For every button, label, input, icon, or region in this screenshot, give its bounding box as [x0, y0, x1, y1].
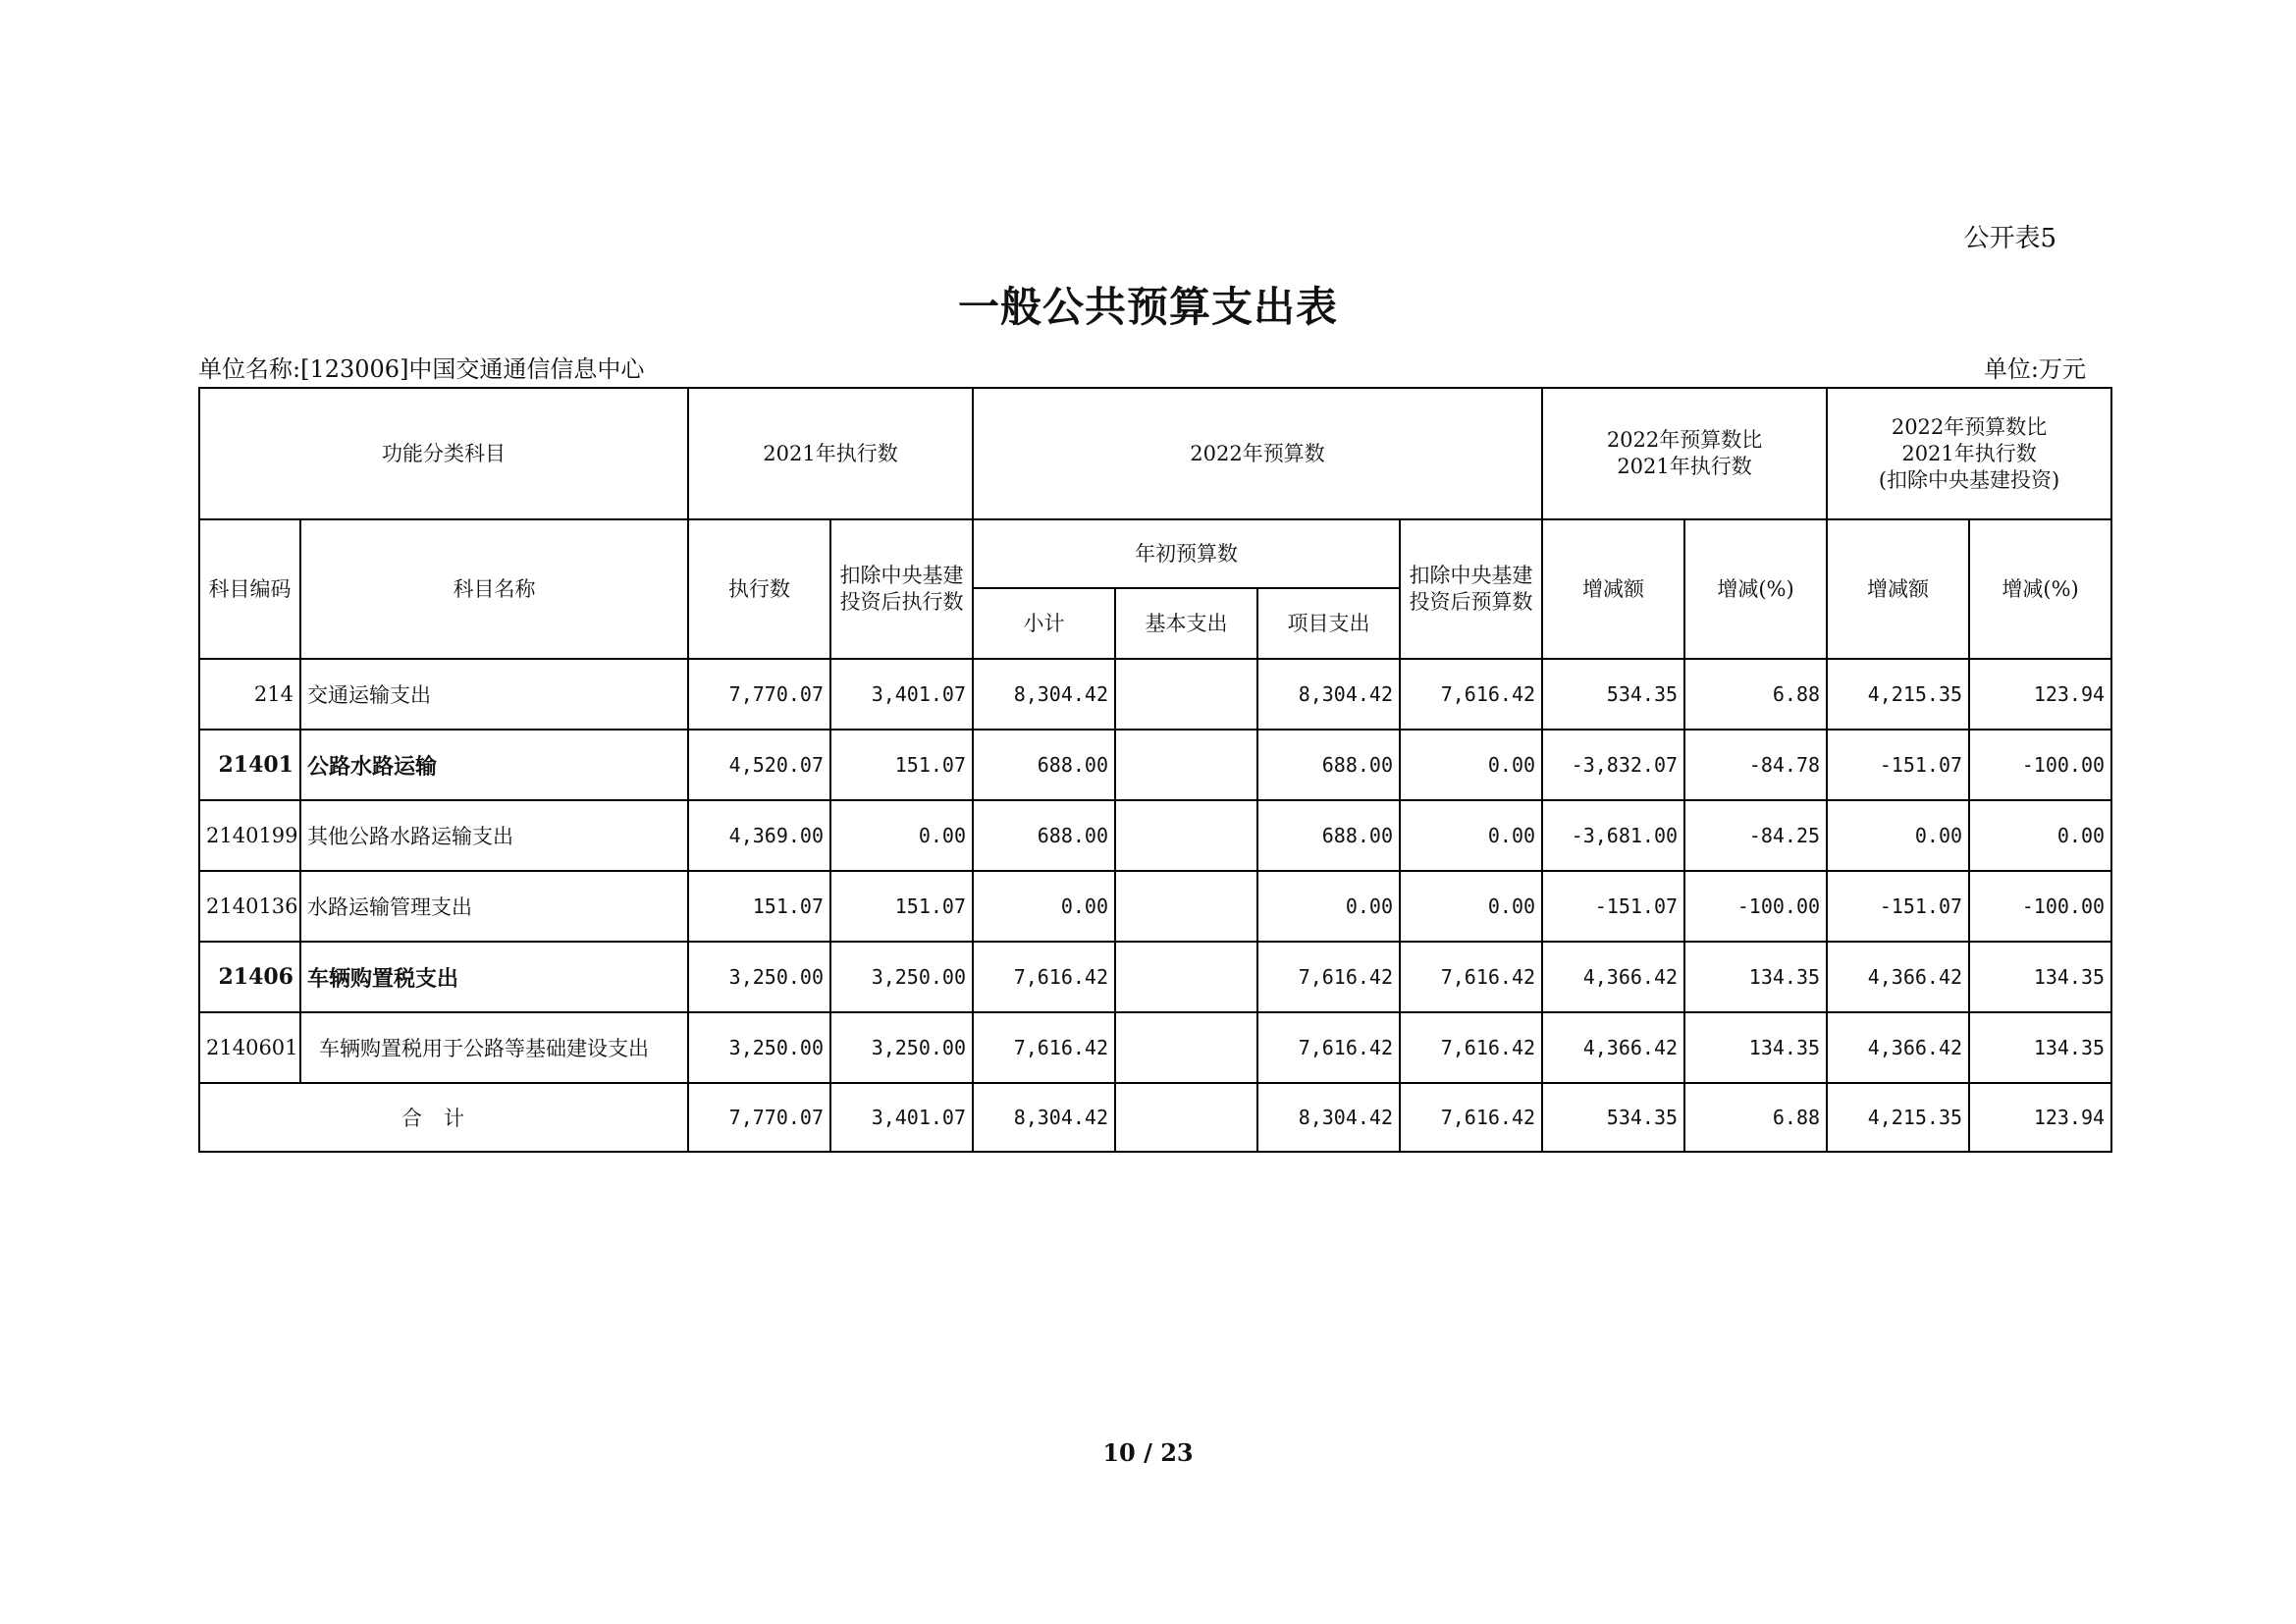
total-row	[199, 1083, 2111, 1152]
header-budget-2022: 2022年预算数	[973, 388, 1542, 519]
cell: 4,215.35	[1827, 1083, 1969, 1152]
cell: 0.00	[1400, 730, 1542, 800]
row-name: 水路运输管理支出	[300, 871, 688, 942]
cell	[1115, 800, 1257, 871]
unit-measure: 单位:万元	[1983, 355, 2086, 383]
cell: -151.07	[1827, 730, 1969, 800]
cell: 0.00	[830, 800, 973, 871]
cell: 7,616.42	[973, 1012, 1115, 1083]
header-change-percent-excl: 增减(%)	[1969, 519, 2111, 659]
cell: 6.88	[1684, 1083, 1827, 1152]
cell: 4,366.42	[1827, 1012, 1969, 1083]
cell: 4,369.00	[688, 800, 830, 871]
header-initial-budget: 年初预算数	[973, 519, 1400, 588]
header-compare-exec: 2022年预算数比 2021年执行数	[1542, 388, 1827, 519]
cell: 134.35	[1969, 1012, 2111, 1083]
cell: -100.00	[1969, 871, 2111, 942]
cell: 7,616.42	[973, 942, 1115, 1012]
table-row	[199, 1012, 2111, 1083]
row-name: 车辆购置税支出	[300, 942, 688, 1012]
cell: 3,401.07	[830, 1083, 973, 1152]
cell: 151.07	[688, 871, 830, 942]
cell: 4,366.42	[1827, 942, 1969, 1012]
cell: 7,616.42	[1257, 1012, 1400, 1083]
cell: -3,681.00	[1542, 800, 1684, 871]
header-name: 科目名称	[300, 519, 688, 659]
cell: 4,366.42	[1542, 942, 1684, 1012]
cell	[1115, 871, 1257, 942]
header-budget-excl: 扣除中央基建 投资后预算数	[1400, 519, 1542, 659]
cell: 7,616.42	[1257, 942, 1400, 1012]
cell: 4,366.42	[1542, 1012, 1684, 1083]
cell: 7,616.42	[1400, 1083, 1542, 1152]
cell	[1115, 659, 1257, 730]
cell: 0.00	[1400, 800, 1542, 871]
row-code: 214	[199, 659, 300, 730]
cell	[1115, 1083, 1257, 1152]
cell: 534.35	[1542, 1083, 1684, 1152]
row-name: 其他公路水路运输支出	[300, 800, 688, 871]
cell: 7,616.42	[1400, 1012, 1542, 1083]
cell: 3,250.00	[830, 1012, 973, 1083]
cell: 123.94	[1969, 659, 2111, 730]
cell: 0.00	[1969, 800, 2111, 871]
cell: 4,520.07	[688, 730, 830, 800]
header-compare-exec-excl: 2022年预算数比 2021年执行数 (扣除中央基建投资)	[1827, 388, 2111, 519]
cell: 0.00	[1400, 871, 1542, 942]
header-row-1	[199, 388, 2111, 519]
cell: 151.07	[830, 871, 973, 942]
cell: -3,832.07	[1542, 730, 1684, 800]
cell: 0.00	[1827, 800, 1969, 871]
cell: -100.00	[1969, 730, 2111, 800]
row-name: 公路水路运输	[300, 730, 688, 800]
cell: 6.88	[1684, 659, 1827, 730]
cell: 123.94	[1969, 1083, 2111, 1152]
header-exec: 执行数	[688, 519, 830, 659]
row-name: 车辆购置税用于公路等基础建设支出	[300, 1012, 688, 1083]
table-row	[199, 942, 2111, 1012]
row-code: 2140199	[199, 800, 300, 871]
cell: 3,250.00	[688, 1012, 830, 1083]
cell: 151.07	[830, 730, 973, 800]
cell: -151.07	[1542, 871, 1684, 942]
table-row	[199, 730, 2111, 800]
header-change-percent: 增减(%)	[1684, 519, 1827, 659]
budget-table	[198, 387, 2112, 1153]
cell: 688.00	[1257, 800, 1400, 871]
cell: 134.35	[1684, 942, 1827, 1012]
header-row-2	[199, 519, 2111, 588]
header-code: 科目编码	[199, 519, 300, 659]
header-func-category: 功能分类科目	[199, 388, 688, 519]
table-row	[199, 800, 2111, 871]
header-basic: 基本支出	[1115, 588, 1257, 659]
table-row	[199, 659, 2111, 730]
header-project: 项目支出	[1257, 588, 1400, 659]
cell: 688.00	[1257, 730, 1400, 800]
cell	[1115, 942, 1257, 1012]
page-number: 10 / 23	[1102, 1438, 1194, 1467]
cell: 0.00	[1257, 871, 1400, 942]
cell: 0.00	[973, 871, 1115, 942]
cell: 4,215.35	[1827, 659, 1969, 730]
cell: 134.35	[1969, 942, 2111, 1012]
row-name: 交通运输支出	[300, 659, 688, 730]
row-code: 21406	[199, 942, 300, 1012]
header-exec-excl: 扣除中央基建 投资后执行数	[830, 519, 973, 659]
header-exec-2021: 2021年执行数	[688, 388, 973, 519]
cell: -84.25	[1684, 800, 1827, 871]
cell: 7,770.07	[688, 659, 830, 730]
cell: -100.00	[1684, 871, 1827, 942]
unit-name: 单位名称:[123006]中国交通通信信息中心	[198, 355, 645, 383]
row-code: 21401	[199, 730, 300, 800]
cell: 7,616.42	[1400, 942, 1542, 1012]
cell: 688.00	[973, 730, 1115, 800]
page-title: 一般公共预算支出表	[957, 283, 1338, 331]
header-change-amount-excl: 增减额	[1827, 519, 1969, 659]
cell: 3,250.00	[830, 942, 973, 1012]
doc-label: 公开表5	[1963, 224, 2056, 253]
cell: -151.07	[1827, 871, 1969, 942]
row-code: 2140136	[199, 871, 300, 942]
cell: 688.00	[973, 800, 1115, 871]
cell: 8,304.42	[973, 1083, 1115, 1152]
table-row	[199, 871, 2111, 942]
cell: 8,304.42	[1257, 1083, 1400, 1152]
header-change-amount: 增减额	[1542, 519, 1684, 659]
cell	[1115, 1012, 1257, 1083]
cell	[1115, 730, 1257, 800]
cell: 3,401.07	[830, 659, 973, 730]
row-code: 2140601	[199, 1012, 300, 1083]
cell: 3,250.00	[688, 942, 830, 1012]
total-label: 合计	[199, 1083, 688, 1152]
header-subtotal: 小计	[973, 588, 1115, 659]
cell: 7,616.42	[1400, 659, 1542, 730]
cell: 8,304.42	[1257, 659, 1400, 730]
cell: 134.35	[1684, 1012, 1827, 1083]
cell: 8,304.42	[973, 659, 1115, 730]
cell: -84.78	[1684, 730, 1827, 800]
cell: 7,770.07	[688, 1083, 830, 1152]
cell: 534.35	[1542, 659, 1684, 730]
